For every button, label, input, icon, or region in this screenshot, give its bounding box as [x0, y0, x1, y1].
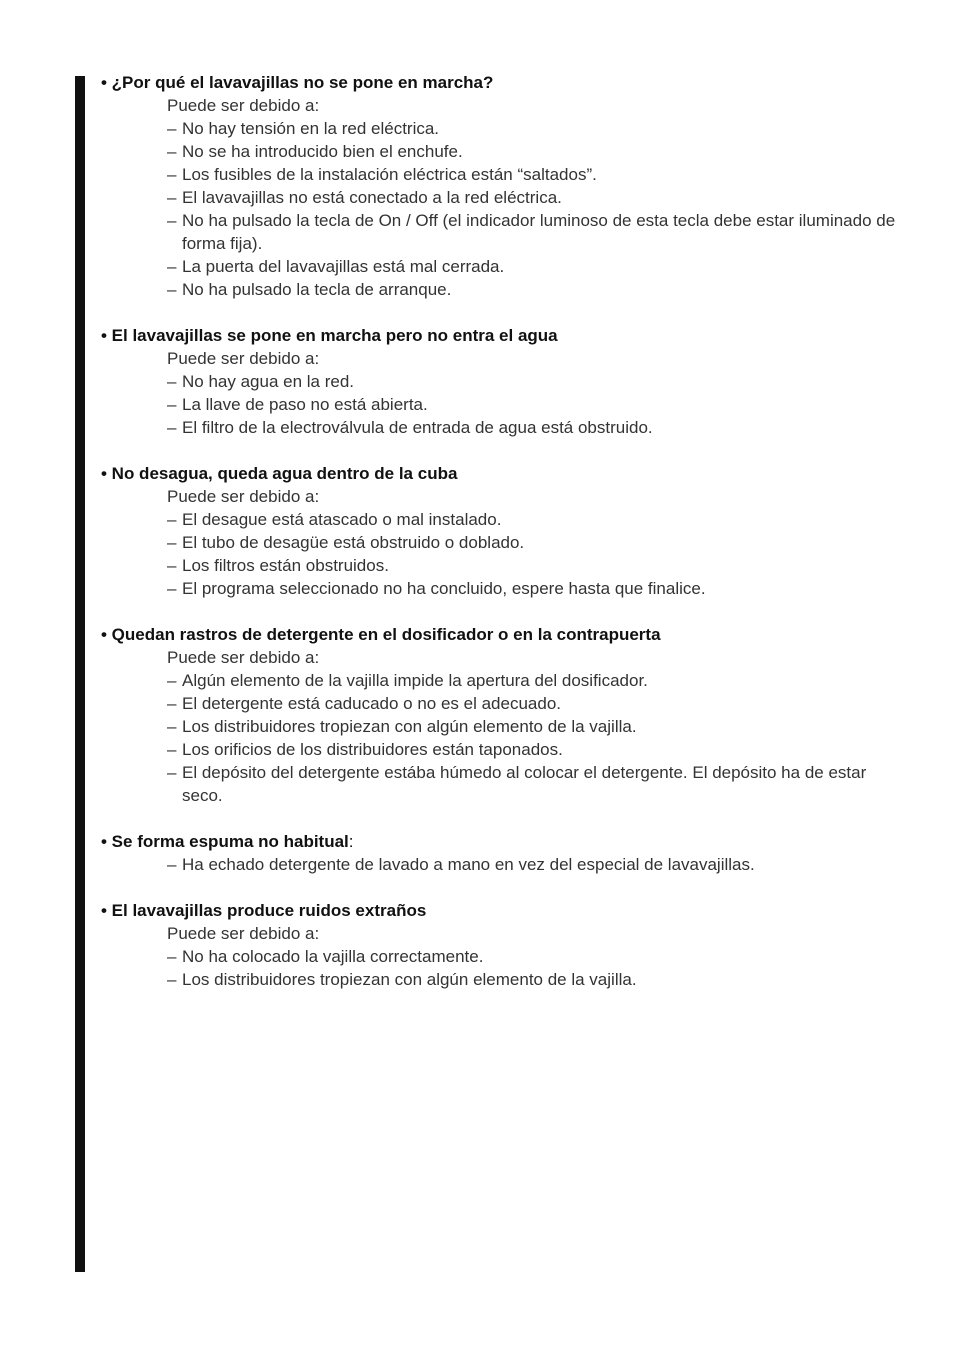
- cause-item: [167, 669, 901, 692]
- cause-item: [167, 163, 901, 186]
- cause-item-text: Los fusibles de la instalación eléctrica están “saltados”.: [182, 165, 597, 184]
- dash-bullet: –: [167, 211, 177, 230]
- problem-heading: [101, 462, 901, 485]
- dash-bullet: –: [167, 280, 177, 299]
- problem-heading: [101, 623, 901, 646]
- cause-item: [167, 531, 901, 554]
- problem-heading: [101, 71, 901, 94]
- problem-section: [101, 623, 901, 807]
- cause-item-text: No hay tensión en la red eléctrica.: [182, 119, 440, 138]
- dash-bullet: –: [167, 694, 177, 713]
- cause-item-text: No hay agua en la red.: [182, 372, 355, 391]
- cause-item-text: La puerta del lavavajillas está mal cerrada.: [182, 257, 505, 276]
- cause-item-text: El tubo de desagüe está obstruido o doblado.: [182, 533, 525, 552]
- problem-heading-text: • ¿Por qué el lavavajillas no se pone en marcha?: [101, 73, 494, 92]
- cause-item: [167, 186, 901, 209]
- cause-item: [167, 370, 901, 393]
- problem-heading-text: • No desagua, queda agua dentro de la cuba: [101, 464, 458, 483]
- cause-item: [167, 554, 901, 577]
- cause-item-text: Los filtros están obstruidos.: [182, 556, 389, 575]
- cause-item: [167, 508, 901, 531]
- heading-suffix: :: [348, 832, 354, 851]
- cause-item: [167, 117, 901, 140]
- dash-bullet: –: [167, 165, 177, 184]
- problem-heading-text: • El lavavajillas se pone en marcha pero no entra el agua: [101, 326, 558, 345]
- cause-intro: Puede ser debido a:: [167, 349, 320, 368]
- cause-item: [167, 692, 901, 715]
- cause-item-text: No ha colocado la vajilla correctamente.: [182, 947, 484, 966]
- cause-item: [167, 853, 901, 876]
- dash-bullet: –: [167, 372, 177, 391]
- dash-bullet: –: [167, 556, 177, 575]
- dash-bullet: –: [167, 119, 177, 138]
- problem-section: [101, 71, 901, 301]
- dash-bullet: –: [167, 740, 177, 759]
- cause-item-text: El desague está atascado o mal instalado.: [182, 510, 502, 529]
- cause-item: [167, 968, 901, 991]
- cause-item-text: El programa seleccionado no ha concluido, espere hasta que finalice.: [182, 579, 706, 598]
- dash-bullet: –: [167, 533, 177, 552]
- cause-item-text: No se ha introducido bien el enchufe.: [182, 142, 463, 161]
- page-margin-bar: [75, 76, 85, 1272]
- cause-item-text: No ha pulsado la tecla de On / Off (el indicador luminoso de esta tecla debe estar iluminado de forma fija).: [182, 211, 896, 253]
- cause-item: [167, 278, 901, 301]
- problem-section: [101, 830, 901, 876]
- cause-item-text: Los distribuidores tropiezan con algún elemento de la vajilla.: [182, 717, 637, 736]
- cause-item: [167, 140, 901, 163]
- cause-item-text: Los orificios de los distribuidores están taponados.: [182, 740, 563, 759]
- dash-bullet: –: [167, 579, 177, 598]
- cause-intro: Puede ser debido a:: [167, 648, 320, 667]
- problem-heading: [101, 324, 901, 347]
- dash-bullet: –: [167, 763, 177, 782]
- problem-heading-text: • El lavavajillas produce ruidos extraños: [101, 901, 427, 920]
- cause-item-text: El lavavajillas no está conectado a la red eléctrica.: [182, 188, 562, 207]
- cause-item: [167, 761, 901, 807]
- cause-item: [167, 416, 901, 439]
- problem-section: [101, 324, 901, 439]
- cause-item-text: El detergente está caducado o no es el adecuado.: [182, 694, 562, 713]
- problem-heading: [101, 899, 901, 922]
- cause-item-text: El depósito del detergente estába húmedo al colocar el detergente. El depósito ha de estar seco.: [182, 763, 867, 805]
- troubleshooting-list: [101, 71, 901, 1014]
- dash-bullet: –: [167, 188, 177, 207]
- cause-intro: Puede ser debido a:: [167, 924, 320, 943]
- cause-intro: Puede ser debido a:: [167, 96, 320, 115]
- problem-heading-text: • Quedan rastros de detergente en el dosificador o en la contrapuerta: [101, 625, 661, 644]
- dash-bullet: –: [167, 947, 177, 966]
- cause-item: [167, 393, 901, 416]
- problem-section: [101, 462, 901, 600]
- problem-heading: [101, 830, 901, 853]
- cause-item-text: El filtro de la electroválvula de entrada de agua está obstruido.: [182, 418, 653, 437]
- cause-item: [167, 577, 901, 600]
- dash-bullet: –: [167, 671, 177, 690]
- problem-heading-text: • Se forma espuma no habitual: [101, 832, 349, 851]
- dash-bullet: –: [167, 257, 177, 276]
- cause-intro: Puede ser debido a:: [167, 487, 320, 506]
- dash-bullet: –: [167, 395, 177, 414]
- cause-item-text: Los distribuidores tropiezan con algún elemento de la vajilla.: [182, 970, 637, 989]
- dash-bullet: –: [167, 418, 177, 437]
- cause-item: [167, 738, 901, 761]
- cause-item: [167, 255, 901, 278]
- dash-bullet: –: [167, 510, 177, 529]
- dash-bullet: –: [167, 970, 177, 989]
- cause-item-text: Algún elemento de la vajilla impide la apertura del dosificador.: [182, 671, 648, 690]
- dash-bullet: –: [167, 717, 177, 736]
- cause-item: [167, 209, 901, 255]
- cause-item-text: No ha pulsado la tecla de arranque.: [182, 280, 452, 299]
- dash-bullet: –: [167, 855, 177, 874]
- problem-section: [101, 899, 901, 991]
- cause-item-text: La llave de paso no está abierta.: [182, 395, 428, 414]
- cause-item: [167, 715, 901, 738]
- cause-item-text: Ha echado detergente de lavado a mano en vez del especial de lavavajillas.: [182, 855, 755, 874]
- dash-bullet: –: [167, 142, 177, 161]
- cause-item: [167, 945, 901, 968]
